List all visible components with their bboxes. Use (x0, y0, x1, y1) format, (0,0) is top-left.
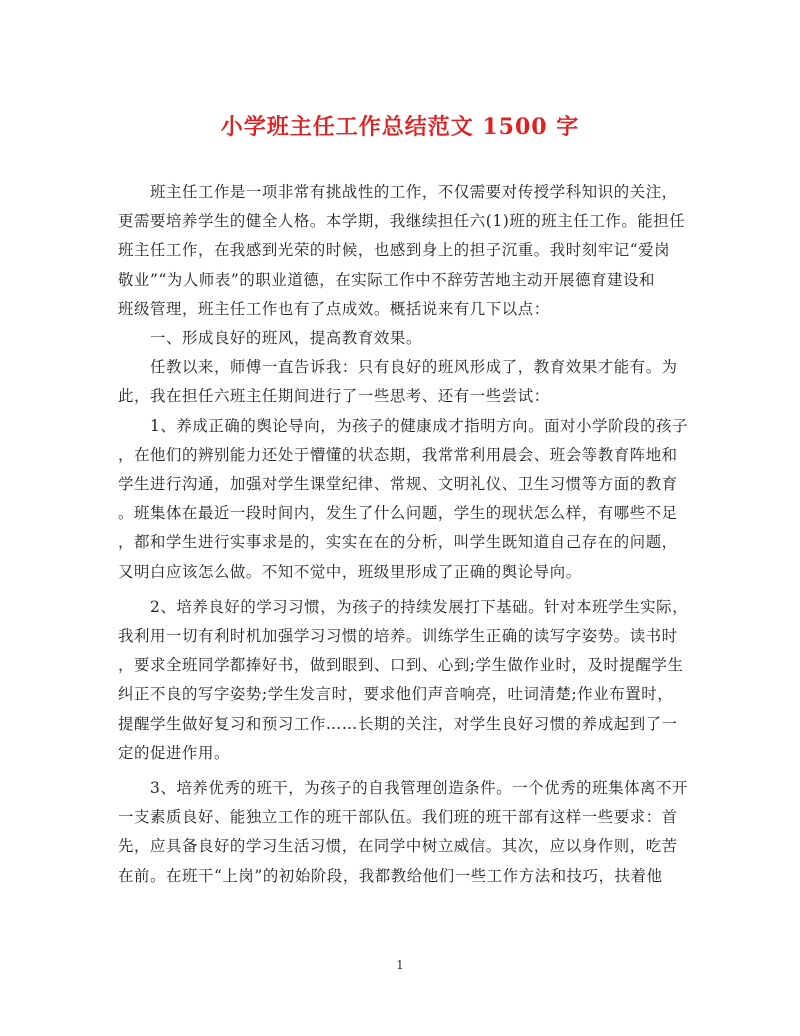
text-line: 在前。在班干“上岗”的初始阶段，我都教给他们一些工作方法和技巧，扶着他 (118, 866, 663, 885)
paragraph (118, 353, 683, 411)
text-line: 班主任工作，在我感到光荣的时候，也感到身上的担子沉重。我时刻牢记“爱岗 (118, 241, 671, 260)
text-line: 又明白应该怎么做。不知不觉中，班级里形成了正确的舆论导向。 (118, 562, 582, 581)
text-line: 1、养成正确的舆论导向，为孩子的健康成才指明方向。面对小学阶段的孩子 (118, 416, 689, 435)
text-line: 敬业”“为人师表”的职业道德，在实际工作中不辞劳苦地主动开展德育建设和 (118, 270, 656, 289)
text-line: 我利用一切有利时机加强学习习惯的培养。训练学生正确的读写字姿势。读书时 (118, 627, 678, 646)
document-body (118, 178, 689, 891)
text-line: 一、形成良好的班风，提高教育效果。 (118, 329, 422, 348)
text-line: ，都和学生进行实事求是的，实实在在的分析，叫学生既知道自己存在的问题， (118, 533, 678, 552)
paragraph (118, 412, 689, 587)
text-line: 一支素质良好、能独立工作的班干部队伍。我们班的班干部有这样一些要求：首 (118, 808, 678, 827)
paragraph (118, 178, 686, 324)
text-line: ，要求全班同学都捧好书，做到眼到、口到、心到;学生做作业时，及时提醒学生 (118, 656, 684, 675)
text-line: 纠正不良的写字姿势;学生发言时，要求他们声音响亮，吐词清楚;作业布置时， (118, 685, 674, 704)
paragraph (118, 774, 689, 891)
text-line: 提醒学生做好复习和预习工作……长期的关注，对学生良好习惯的养成起到了一 (118, 714, 678, 733)
text-line: 2、培养良好的学习习惯，为孩子的持续发展打下基础。针对本班学生实际， (118, 597, 689, 616)
page-number: 1 (396, 958, 404, 972)
text-line: 此，我在担任六班主任期间进行了一些思考、还有一些尝试： (118, 387, 550, 406)
text-line: 定的促进作用。 (118, 743, 230, 762)
paragraph (118, 593, 689, 768)
paragraph (118, 324, 683, 353)
text-line: 3、培养优秀的班干，为孩子的自我管理创造条件。一个优秀的班集体离不开 (118, 779, 689, 798)
document-title: 小学班主任工作总结范文 1500 字 (220, 114, 580, 140)
text-line: 任教以来，师傅一直告诉我：只有良好的班风形成了，教育效果才能有。为 (118, 358, 678, 377)
text-line: 更需要培养学生的健全人格。本学期，我继续担任六(1)班的班主任工作。能担任 (118, 212, 686, 231)
text-line: 班主任工作是一项非常有挑战性的工作，不仅需要对传授学科知识的关注， (118, 183, 678, 201)
text-line: 班级管理，班主任工作也有了点成效。概括说来有几下以点： (118, 299, 550, 318)
text-line: 先，应具备良好的学习生活习惯，在同学中树立威信。其次，应以身作则，吃苦 (118, 837, 678, 856)
text-line: ，在他们的辨别能力还处于懵懂的状态期，我常常利用晨会、班会等教育阵地和 (118, 445, 678, 464)
text-line: 。班集体在最近一段时间内，发生了什么问题，学生的现状怎么样，有哪些不足 (118, 504, 678, 523)
text-line: 学生进行沟通，加强对学生课堂纪律、常规、文明礼仪、卫生习惯等方面的教育 (118, 475, 678, 494)
